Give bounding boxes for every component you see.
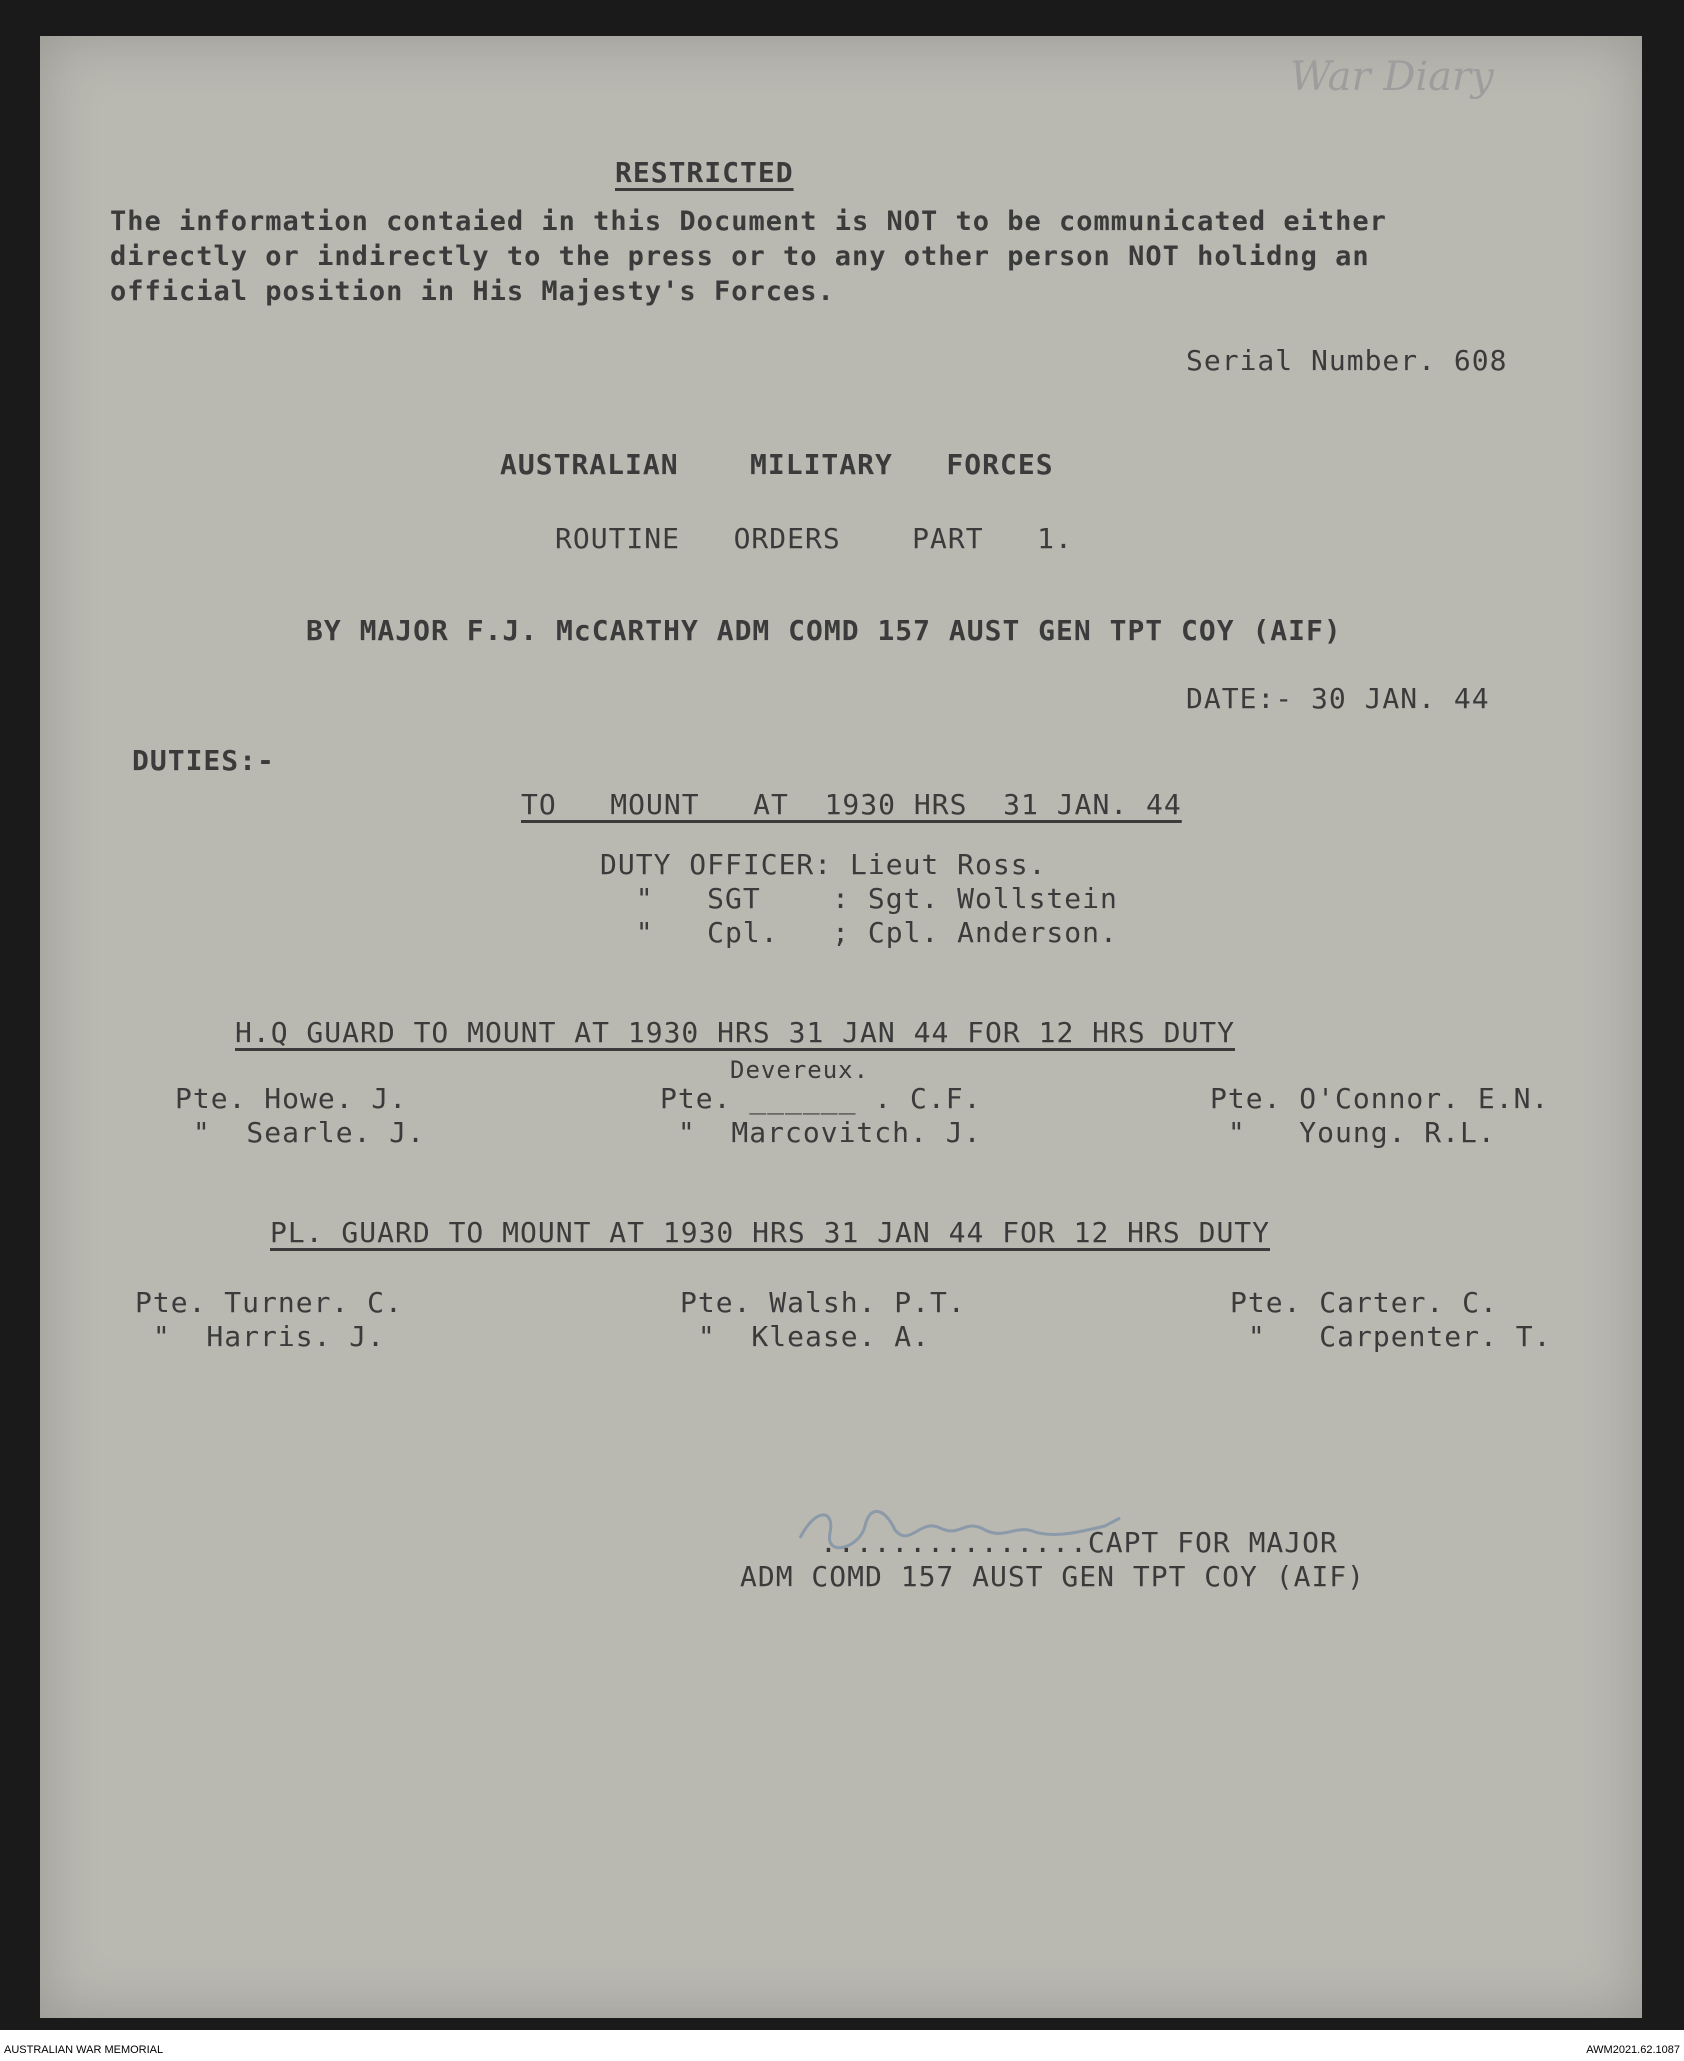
hq-guard-col3-row1: Pte. O'Connor. E.N.	[1210, 1082, 1550, 1115]
footer-credit: AUSTRALIAN WAR MEMORIAL	[4, 2044, 164, 2056]
duty-officer: DUTY OFFICER: Lieut Ross.	[600, 848, 1047, 881]
pl-guard-col3-row1: Pte. Carter. C.	[1230, 1286, 1498, 1319]
hq-guard-insert: Devereux.	[730, 1056, 870, 1084]
pl-guard-col1-row2: " Harris. J.	[135, 1320, 386, 1353]
notice-line-2: directly or indirectly to the press or to any other person NOT holidng an	[110, 241, 1370, 272]
mount-heading: TO MOUNT AT 1930 HRS 31 JAN. 44	[521, 788, 1182, 821]
duty-corporal: " Cpl. ; Cpl. Anderson.	[600, 916, 1118, 949]
hq-guard-heading: H.Q GUARD TO MOUNT AT 1930 HRS 31 JAN 44 FOR 12 HRS DUTY	[235, 1016, 1236, 1049]
pl-guard-col2-row2: " Klease. A.	[680, 1320, 931, 1353]
order-date: DATE:- 30 JAN. 44	[1186, 682, 1490, 715]
duty-sergeant: " SGT : Sgt. Wollstein	[600, 882, 1118, 915]
notice-line-1: The information contaied in this Document is NOT to be communicated either	[110, 206, 1387, 237]
handwritten-annotation: War Diary	[1290, 54, 1494, 100]
hq-guard-col2-row1: Pte. ______ . C.F.	[660, 1082, 982, 1115]
classification-heading: RESTRICTED	[615, 156, 794, 189]
pl-guard-col2-row1: Pte. Walsh. P.T.	[680, 1286, 966, 1319]
title-line-3: BY MAJOR F.J. McCARTHY ADM COMD 157 AUST GEN TPT COY (AIF)	[306, 614, 1342, 647]
title-line-2: ROUTINE ORDERS PART 1.	[555, 522, 1073, 555]
hq-guard-col3-row2: " Young. R.L.	[1210, 1116, 1496, 1149]
footer-reference: AWM2021.62.1087	[1586, 2044, 1680, 2056]
pl-guard-col3-row2: " Carpenter. T.	[1230, 1320, 1552, 1353]
serial-number: Serial Number. 608	[1186, 344, 1508, 377]
signature-line-2: ADM COMD 157 AUST GEN TPT COY (AIF)	[740, 1560, 1366, 1593]
pl-guard-col1-row1: Pte. Turner. C.	[135, 1286, 403, 1319]
hq-guard-col1-row1: Pte. Howe. J.	[175, 1082, 408, 1115]
document-page	[40, 36, 1642, 2018]
signature-line-1: ...............CAPT FOR MAJOR	[820, 1526, 1338, 1559]
hq-guard-col2-row2: " Marcovitch. J.	[660, 1116, 982, 1149]
title-line-1: AUSTRALIAN MILITARY FORCES	[500, 448, 1054, 481]
pl-guard-heading: PL. GUARD TO MOUNT AT 1930 HRS 31 JAN 44 FOR 12 HRS DUTY	[270, 1216, 1271, 1249]
notice-line-3: official position in His Majesty's Forces.	[110, 276, 835, 307]
footer-strip	[0, 2030, 1684, 2061]
duties-label: DUTIES:-	[132, 744, 275, 777]
hq-guard-col1-row2: " Searle. J.	[175, 1116, 426, 1149]
